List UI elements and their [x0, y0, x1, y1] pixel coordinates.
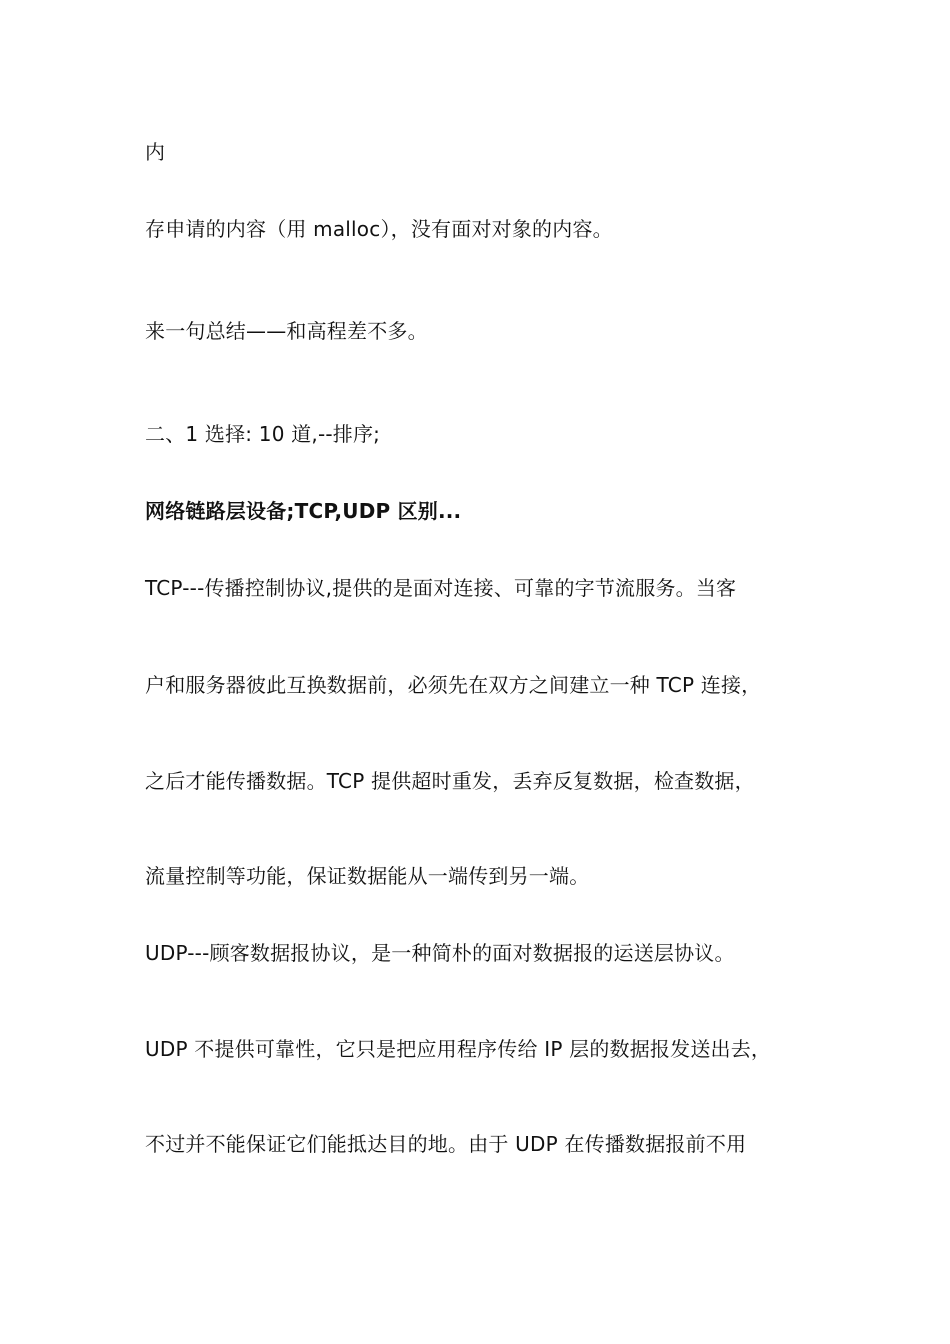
- text-line-12: 不过并不能保证它们能抵达目的地。由于 UDP 在传播数据报前不用: [145, 1132, 747, 1156]
- text-line-3: 来一句总结——和高程差不多。: [145, 319, 428, 343]
- text-line-1: 内: [145, 140, 166, 164]
- text-line-4: 二、1 选择: 10 道,--排序;: [145, 422, 381, 446]
- text-line-2: 存申请的内容（用 malloc），没有面对对象的内容。: [145, 217, 613, 241]
- text-line-6: TCP---传播控制协议,提供的是面对连接、可靠的字节流服务。当客: [145, 576, 737, 600]
- text-line-11: UDP 不提供可靠性，它只是把应用程序传给 IP 层的数据报发送出去，: [145, 1037, 772, 1061]
- section-heading: 网络链路层设备;TCP,UDP 区别...: [145, 499, 462, 523]
- text-line-10: UDP---顾客数据报协议，是一种简朴的面对数据报的运送层协议。: [145, 941, 735, 965]
- text-line-9: 流量控制等功能，保证数据能从一端传到另一端。: [145, 864, 590, 888]
- text-line-7: 户和服务器彼此互换数据前，必须先在双方之间建立一种 TCP 连接，: [145, 673, 762, 697]
- text-line-8: 之后才能传播数据。TCP 提供超时重发，丢弃反复数据，检查数据，: [145, 769, 755, 793]
